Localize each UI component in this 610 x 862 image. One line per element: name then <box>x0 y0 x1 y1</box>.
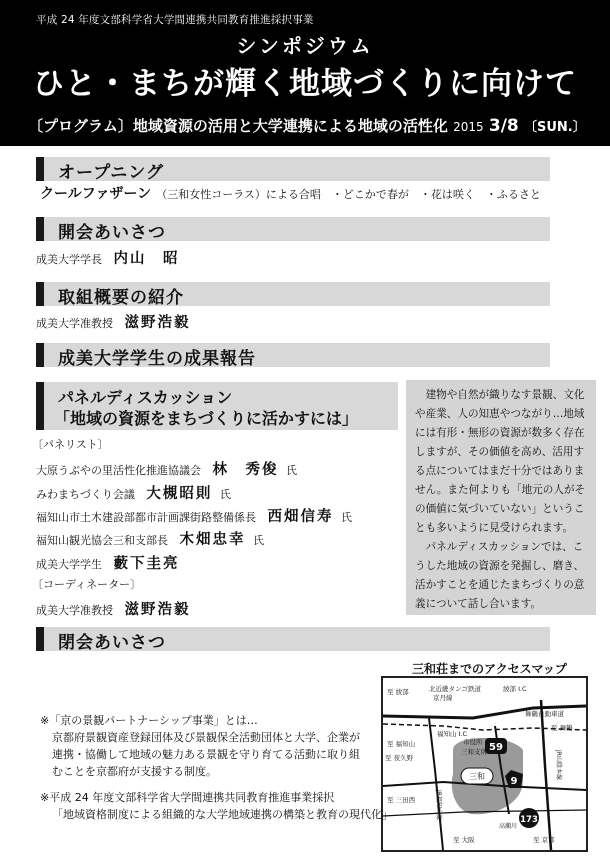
description-paragraph: 建物や自然が織りなす景観、文化や産業、人の知恵やつながり…地域には有形・無形の資源が数多く存在しますが、その価値を高め、活用する点についてはまだ十分ではありません。また何よりも「地元の人がその価値に気づいていない」ということも多いように見受けられます。 <box>415 389 586 534</box>
map-title: 三和荘までのアクセスマップ <box>412 662 567 676</box>
panelist-row <box>36 528 264 549</box>
map-label: 至 福知山 <box>387 740 416 748</box>
panelist-role: みわまちづくり会議 <box>36 488 135 501</box>
map-label: 舞鶴自動車道 <box>525 710 564 718</box>
panelist-role: 成美大学学生 <box>36 558 102 571</box>
panel-description <box>406 380 596 615</box>
map-label: 至 夜久野 <box>385 754 414 762</box>
panelist-name: 藪下圭亮 <box>113 556 180 572</box>
coordinator-role: 成美大学准教授 <box>36 604 113 617</box>
note-body: 京都府景観資産登録団体及び景観保全活動団体と大学、企業が連携・協働して地域の魅力ある景観を守り育てる活動に取り組むことを京都府が支援する制度。 <box>52 731 360 778</box>
event-day: 〔SUN.〕 <box>523 120 586 135</box>
note-body: 「地域資格制度による組織的な大学地域連携の構築と教育の現代化」 <box>52 808 393 821</box>
header-banner <box>0 0 610 146</box>
honorific: 氏 <box>341 511 352 524</box>
event-date: 3/8 <box>488 116 519 136</box>
map-label: JR福知山線 <box>435 790 442 820</box>
map-label: 福知山 I.C <box>437 730 468 738</box>
footnotes <box>40 712 393 823</box>
speaker-row <box>36 247 180 268</box>
map-label: 綾部 I.C <box>503 685 527 693</box>
speaker-name: 内山 昭 <box>113 251 180 267</box>
speaker-name: 滋野浩毅 <box>124 315 191 331</box>
map-label: 北近畿タンゴ鉄道 <box>429 685 481 693</box>
map-label: 至 三田西 <box>387 796 416 804</box>
speaker-role: 成美大学准教授 <box>36 317 113 330</box>
section-student-report <box>36 343 550 367</box>
section-label: 閉会あいさつ <box>58 633 166 653</box>
section-opening <box>36 157 550 181</box>
program-line <box>28 115 586 136</box>
route-173: 173 <box>520 815 538 825</box>
performance-detail: （三和女性コーラス）による合唱 ・どこかで春が ・花は咲く ・ふるさと <box>156 188 541 201</box>
note-heading: ※「京の景観パートナーシップ事業」とは… <box>40 714 258 727</box>
page-title: ひと・まちが輝く地域づくりに向けて <box>33 66 577 102</box>
coordinator-tag: 〔コーディネーター〕 <box>32 578 142 591</box>
route-9: 9 <box>510 776 518 787</box>
panelist-row <box>36 505 352 526</box>
panelist-role: 福知山観光協会三和支部長 <box>36 534 168 547</box>
map-label: 至 舞鶴 <box>551 724 573 732</box>
event-type: シンポジウム <box>236 34 374 58</box>
panel-theme: 「地域の資源をまちづくりに活かすには」 <box>54 409 358 428</box>
opening-detail <box>40 183 541 203</box>
panelist-tag: 〔パネリスト〕 <box>32 438 109 451</box>
program-label: 〔プログラム〕地域資源の活用と大学連携による地域の活性化 <box>28 117 448 135</box>
map-label: 至 綾部 <box>387 688 409 696</box>
road <box>541 700 551 850</box>
section-closing-remarks <box>36 627 550 651</box>
honorific: 氏 <box>219 488 231 501</box>
map-label: 至 京都 <box>533 836 555 844</box>
speaker-role: 成美大学学長 <box>36 253 102 266</box>
map-graphic <box>383 678 586 850</box>
map-label: 三和支所 <box>461 748 487 756</box>
description-paragraph: パネルディスカッションでは、こうした地域の資源を発掘し、磨き、活かすことを通じたまちづくりの意義について話し合います。 <box>415 541 585 610</box>
section-label: 開会あいさつ <box>58 223 166 243</box>
map-label: 市役所 <box>463 738 483 746</box>
destination-label: 三和 <box>469 772 485 781</box>
panelist-row <box>36 482 231 503</box>
map-label: 高瀬川 <box>499 823 518 830</box>
panel-title: パネルディスカッション <box>58 388 233 407</box>
coordinator-name: 滋野浩毅 <box>124 602 191 618</box>
section-panel <box>36 382 398 430</box>
event-year: 2015 <box>453 120 484 134</box>
map-label: JR山陰本線 <box>555 750 562 780</box>
panelist-role: 福知山市土木建設部都市計画課街路整備係長 <box>36 511 256 524</box>
panelist-name: 林 秀俊 <box>212 462 279 478</box>
panelist-row <box>36 552 184 573</box>
note-heading: ※平成 24 年度文部科学省大学間連携共同教育推進事業採択 <box>40 791 335 804</box>
map-label: 京丹線 <box>433 694 453 702</box>
panelist-role: 大原うぶやの里活性化推進協議会 <box>36 464 201 477</box>
panelist-name: 西畑信寿 <box>267 509 334 525</box>
panelist-name: 大槻昭則 <box>146 486 213 502</box>
coordinator-row <box>36 598 191 619</box>
funding-note: 平成 24 年度文部科学省大学間連携共同教育推進採択事業 <box>36 14 314 26</box>
access-map <box>381 676 588 852</box>
section-opening-remarks <box>36 217 550 241</box>
section-label: 取組概要の紹介 <box>58 288 184 308</box>
speaker-row <box>36 311 191 332</box>
section-initiatives <box>36 282 550 306</box>
section-label: オープニング <box>58 163 164 183</box>
panelist-row <box>36 458 297 479</box>
section-label: 成美大学学生の成果報告 <box>58 349 256 369</box>
panelist-name: 木畑忠幸 <box>179 532 246 548</box>
route-59: 59 <box>489 742 503 753</box>
honorific: 氏 <box>253 534 264 547</box>
map-label: 至 大阪 <box>453 836 475 844</box>
performer-name: クールファザーン <box>40 186 152 202</box>
honorific: 氏 <box>286 464 297 477</box>
